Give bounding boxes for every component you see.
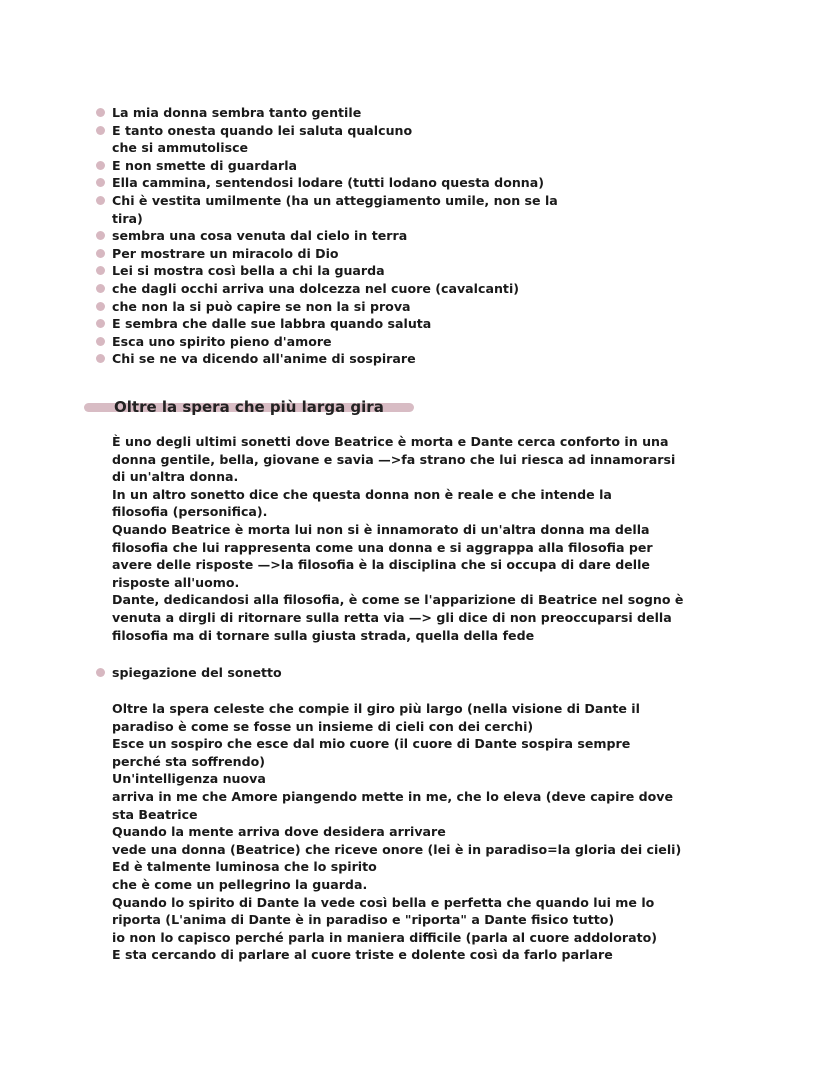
paragraph-line: Quando lo spirito di Dante la vede così bella e perfetta che quando lui me lo	[112, 894, 655, 910]
list-item	[96, 350, 596, 368]
bullet-dot	[96, 196, 105, 205]
paragraph-line: avere delle risposte —>la filosofia è la disciplina che si occupa di dare delle	[112, 557, 650, 573]
bullet-dot	[96, 284, 105, 293]
list-item	[96, 104, 596, 122]
paragraph-line: sta Beatrice	[112, 806, 198, 822]
paragraph-line: riporta (L'anima di Dante è in paradiso e "riporta" a Dante fisico tutto)	[112, 912, 615, 928]
list-item-line: sembra una cosa venuta dal cielo in terra	[112, 228, 408, 244]
paragraph-line: Oltre la spera celeste che compie il giro più largo (nella visione di Dante il	[112, 701, 640, 716]
list-item	[96, 280, 596, 298]
section-heading	[84, 396, 416, 418]
list-item-line: Chi è vestita umilmente (ha un atteggiamento umile, non se la	[112, 192, 558, 208]
paragraph-line: Quando Beatrice è morta lui non si è innamorato di un'altra donna ma della	[112, 521, 650, 537]
paragraph-line: Dante, dedicandosi alla filosofia, è come se l'apparizione di Beatrice nel sogno è	[112, 592, 684, 608]
bullet-dot	[96, 249, 105, 258]
paragraph-line: E sta cercando di parlare al cuore triste e dolente così da farlo parlare	[112, 947, 613, 963]
list-item-line: che si ammutolisce	[112, 140, 249, 156]
bullet-dot	[96, 178, 105, 187]
list-item-line: Esca uno spirito pieno d'amore	[112, 333, 332, 349]
sonnet-explanation-paragraph	[112, 700, 712, 964]
paragraph-line: risposte all'uomo.	[112, 574, 240, 590]
list-item	[96, 227, 596, 245]
subheading-item	[96, 664, 282, 682]
list-item	[96, 174, 596, 192]
bullet-dot	[96, 108, 105, 117]
list-item	[96, 315, 596, 333]
paragraph-line: paradiso è come se fosse un insieme di cieli con dei cerchi)	[112, 718, 534, 734]
list-item	[96, 192, 596, 227]
poem-paraphrase-list	[96, 104, 596, 368]
list-item-line: Lei si mostra così bella a chi la guarda	[112, 263, 385, 279]
list-item-line: La mia donna sembra tanto gentile	[112, 105, 362, 120]
paragraph-line: filosofia (personifica).	[112, 504, 268, 520]
sonnet-intro-paragraph	[112, 433, 712, 644]
heading-title: Oltre la spera che più larga gira	[114, 398, 384, 416]
list-item-line: Chi se ne va dicendo all'anime di sospirare	[112, 351, 416, 367]
list-item	[96, 245, 596, 263]
paragraph-line: che è come un pellegrino la guarda.	[112, 876, 368, 892]
list-item-line: che dagli occhi arriva una dolcezza nel cuore (cavalcanti)	[112, 280, 520, 296]
bullet-dot	[96, 126, 105, 135]
paragraph-line: perché sta soffrendo)	[112, 753, 266, 769]
paragraph-line: In un altro sonetto dice che questa donna non è reale e che intende la	[112, 486, 612, 502]
paragraph-line: Un'intelligenza nuova	[112, 771, 266, 787]
bullet-dot	[96, 319, 105, 328]
list-item	[96, 333, 596, 351]
list-item-line: tira)	[112, 210, 143, 226]
list-item	[96, 122, 596, 157]
list-item-line: E tanto onesta quando lei saluta qualcuno	[112, 122, 413, 138]
list-item-line: E non smette di guardarla	[112, 157, 298, 173]
list-item-line: Ella cammina, sentendosi lodare (tutti lodano questa donna)	[112, 175, 545, 191]
paragraph-line: Ed è talmente luminosa che lo spirito	[112, 859, 377, 875]
paragraph-line: arriva in me che Amore piangendo mette in me, che lo eleva (deve capire dove	[112, 788, 674, 804]
list-item	[96, 262, 596, 280]
paragraph-line: filosofia ma di tornare sulla giusta strada, quella della fede	[112, 627, 535, 643]
paragraph-line: filosofia che lui rappresenta come una donna e si aggrappa alla filosofia per	[112, 539, 653, 555]
paragraph-line: Esce un sospiro che esce dal mio cuore (il cuore di Dante sospira sempre	[112, 736, 631, 752]
bullet-dot	[96, 668, 105, 677]
paragraph-line: Quando la mente arriva dove desidera arrivare	[112, 824, 446, 840]
paragraph-line: vede una donna (Beatrice) che riceve onore (lei è in paradiso=la gloria dei cieli)	[112, 841, 682, 857]
bullet-dot	[96, 161, 105, 170]
bullet-dot	[96, 337, 105, 346]
list-item	[96, 157, 596, 175]
list-item	[96, 298, 596, 316]
paragraph-line: donna gentile, bella, giovane e savia —>fa strano che lui riesca ad innamorarsi	[112, 451, 676, 467]
paragraph-line: venuta a dirgli di ritornare sulla retta via —> gli dice di non preoccuparsi della	[112, 609, 672, 625]
list-item-line: E sembra che dalle sue labbra quando saluta	[112, 316, 432, 332]
subheading-text: spiegazione del sonetto	[112, 665, 282, 680]
paragraph-line: di un'altra donna.	[112, 469, 239, 485]
bullet-dot	[96, 266, 105, 275]
paragraph-line: È uno degli ultimi sonetti dove Beatrice è morta e Dante cerca conforto in una	[112, 434, 669, 449]
paragraph-line: io non lo capisco perché parla in maniera difficile (parla al cuore addolorato)	[112, 929, 658, 945]
list-item-line: che non la si può capire se non la si prova	[112, 298, 411, 314]
bullet-dot	[96, 354, 105, 363]
bullet-dot	[96, 231, 105, 240]
list-item-line: Per mostrare un miracolo di Dio	[112, 245, 339, 261]
bullet-dot	[96, 302, 105, 311]
